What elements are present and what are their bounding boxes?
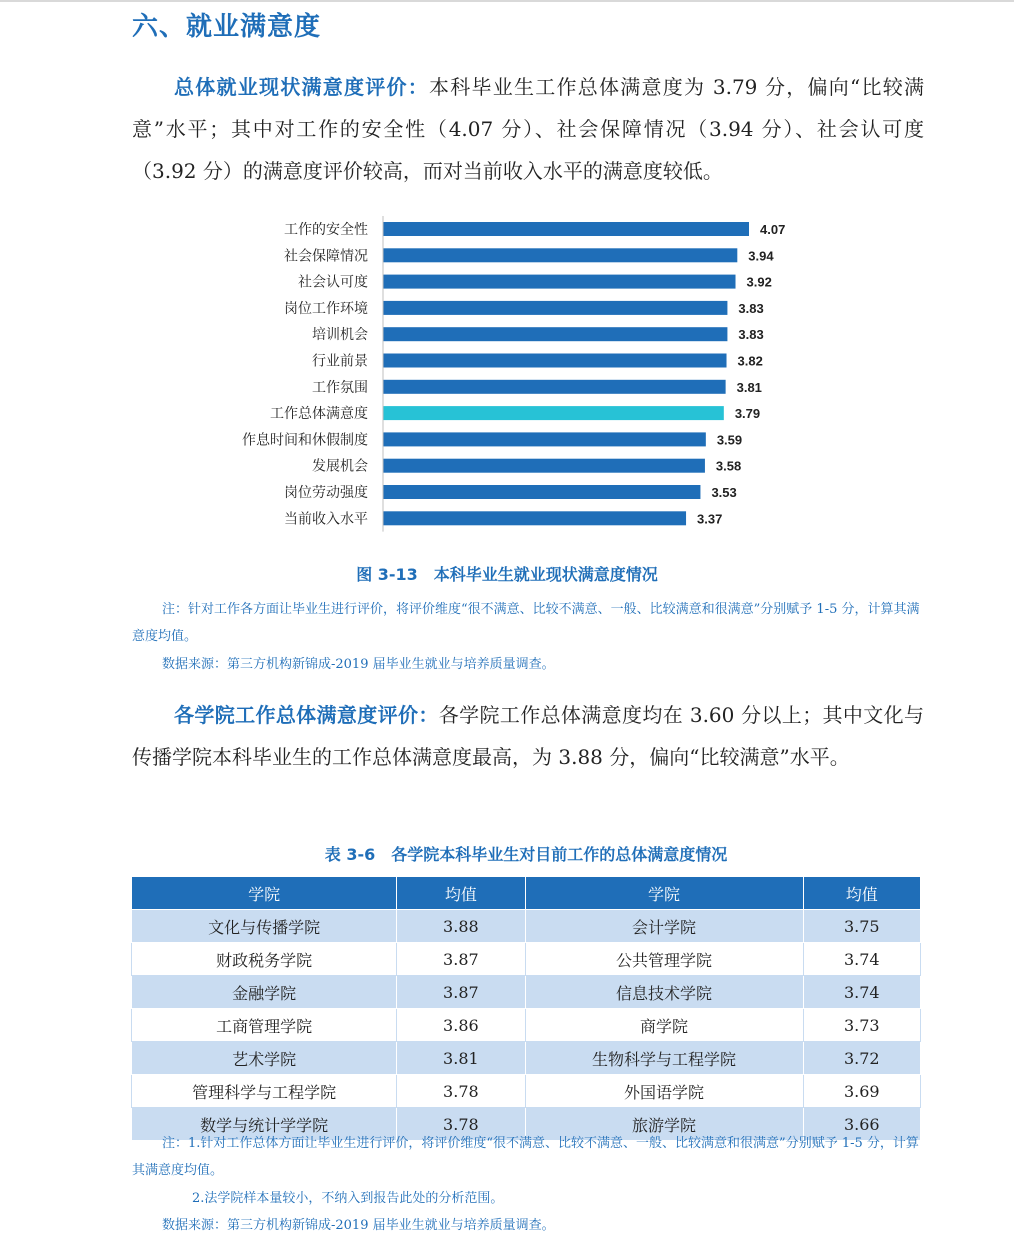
- mean-value-cell: 3.78: [397, 1075, 525, 1108]
- bar-label: 工作的安全性: [284, 222, 368, 238]
- table-row: [132, 943, 921, 976]
- college-name-cell: 财政税务学院: [132, 943, 397, 976]
- paragraph-lead: 各学院工作总体满意度评价：: [174, 703, 439, 727]
- bar: [383, 406, 724, 420]
- bar-label: 发展机会: [312, 458, 368, 475]
- satisfaction-bar-chart: [200, 210, 820, 540]
- header-mean: 均值: [397, 877, 525, 910]
- bar-label: 岗位工作环境: [284, 300, 368, 317]
- mean-value-cell: 3.74: [803, 976, 921, 1009]
- college-name-cell: 商学院: [525, 1009, 803, 1042]
- bar: [383, 301, 727, 315]
- figure-source: 数据来源：第三方机构新锦成-2019 届毕业生就业与培养质量调查。: [162, 657, 555, 672]
- bar: [383, 485, 700, 499]
- college-name-cell: 管理科学与工程学院: [132, 1075, 397, 1108]
- table-note-2: 2.法学院样本量较小，不纳入到报告此处的分析范围。: [192, 1191, 504, 1206]
- bar-value-label: 3.53: [711, 485, 737, 500]
- top-border: [0, 0, 1014, 2]
- table-row: [132, 976, 921, 1009]
- bar-label: 社会保障情况: [284, 248, 368, 265]
- bar: [383, 459, 705, 473]
- mean-value-cell: 3.69: [803, 1075, 921, 1108]
- paragraph-lead: 总体就业现状满意度评价：: [174, 75, 430, 99]
- college-name-cell: 数学与统计学学院: [132, 1108, 397, 1141]
- header-college: 学院: [132, 877, 397, 910]
- table-row: [132, 910, 921, 943]
- bar-label: 培训机会: [312, 327, 368, 344]
- bar-value-label: 3.37: [697, 511, 723, 527]
- bar-label: 行业前景: [312, 353, 368, 370]
- college-name-cell: 会计学院: [525, 910, 803, 943]
- college-name-cell: 艺术学院: [132, 1042, 397, 1075]
- college-name-cell: 公共管理学院: [525, 943, 803, 976]
- table-caption: 表 3-6 各学院本科毕业生对目前工作的总体满意度情况: [324, 845, 728, 864]
- table-row: [132, 1075, 921, 1108]
- bar-label: 当前收入水平: [284, 511, 368, 528]
- mean-value-cell: 3.73: [803, 1009, 921, 1042]
- bar-value-label: 3.58: [715, 458, 742, 474]
- college-name-cell: 外国语学院: [525, 1075, 803, 1108]
- college-name-cell: 工商管理学院: [132, 1009, 397, 1042]
- bar-value-label: 3.92: [746, 274, 772, 290]
- bar: [383, 248, 737, 262]
- mean-value-cell: 3.81: [397, 1042, 525, 1075]
- bar-value-label: 3.83: [738, 300, 764, 316]
- bar-label: 岗位劳动强度: [284, 485, 368, 501]
- mean-value-cell: 3.88: [397, 910, 525, 943]
- mean-value-cell: 3.86: [397, 1009, 525, 1042]
- section-title: 六、就业满意度: [132, 12, 322, 42]
- bar-value-label: 3.81: [736, 379, 762, 395]
- bar-label: 工作氛围: [312, 379, 368, 396]
- bar: [383, 275, 736, 289]
- college-satisfaction-paragraph: [132, 694, 924, 778]
- college-name-cell: 信息技术学院: [525, 976, 803, 1009]
- table-row: [132, 1009, 921, 1042]
- college-name-cell: 生物科学与工程学院: [525, 1042, 803, 1075]
- table-row: [132, 1042, 921, 1075]
- paragraph-text: 本科毕业生工作总体满意度为 3.79 分，偏向“比较满意”水平；其中对工作的安全性（4.07 分）、社会保障情况（3.94 分）、社会认可度（3.92 分）的满意度评价较高，而对当前收入水平的满意度较低。: [132, 75, 924, 183]
- bar: [383, 511, 686, 525]
- table-note-1: 注：1.针对工作总体方面让毕业生进行评价，将评价维度“很不满意、比较不满意、一般、比较满意和很满意”分别赋予 1-5 分，计算其满意度均值。: [132, 1136, 919, 1178]
- bar-label: 工作总体满意度: [270, 406, 368, 423]
- mean-value-cell: 3.78: [397, 1108, 525, 1141]
- table-source: 数据来源：第三方机构新锦成-2019 届毕业生就业与培养质量调查。: [162, 1218, 555, 1233]
- mean-value-cell: 3.66: [803, 1108, 921, 1141]
- bar: [383, 354, 727, 368]
- bar: [383, 327, 727, 341]
- bar-value-label: 3.82: [737, 353, 763, 369]
- header-mean: 均值: [803, 877, 921, 910]
- figure-note: 注：针对工作各方面让毕业生进行评价，将评价维度“很不满意、比较不满意、一般、比较满意和很满意”分别赋予 1-5 分，计算其满意度均值。: [132, 602, 920, 644]
- college-name-cell: 旅游学院: [525, 1108, 803, 1141]
- overall-satisfaction-paragraph: [132, 66, 924, 192]
- college-name-cell: 金融学院: [132, 976, 397, 1009]
- table-header-row: [132, 877, 921, 910]
- mean-value-cell: 3.72: [803, 1042, 921, 1075]
- college-satisfaction-table: [131, 876, 921, 1141]
- header-college: 学院: [525, 877, 803, 910]
- bar-label: 社会认可度: [298, 274, 368, 291]
- mean-value-cell: 3.87: [397, 976, 525, 1009]
- bar-value-label: 3.79: [734, 406, 761, 422]
- bar-value-label: 3.59: [716, 432, 743, 448]
- mean-value-cell: 3.75: [803, 910, 921, 943]
- bar-value-label: 3.94: [748, 248, 774, 264]
- bar-value-label: 3.83: [738, 327, 764, 343]
- mean-value-cell: 3.87: [397, 943, 525, 976]
- figure-caption: 图 3-13 本科毕业生就业现状满意度情况: [356, 565, 658, 584]
- paragraph-text: 各学院工作总体满意度均在 3.60 分以上；其中文化与传播学院本科毕业生的工作总体满意度最高，为 3.88 分，偏向“比较满意”水平。: [132, 703, 925, 769]
- bar: [383, 432, 706, 446]
- mean-value-cell: 3.74: [803, 943, 921, 976]
- college-name-cell: 文化与传播学院: [132, 910, 397, 943]
- bar-value-label: 4.07: [760, 222, 786, 237]
- bar: [383, 222, 749, 236]
- bar: [383, 380, 726, 394]
- bar-label: 作息时间和休假制度: [242, 432, 368, 449]
